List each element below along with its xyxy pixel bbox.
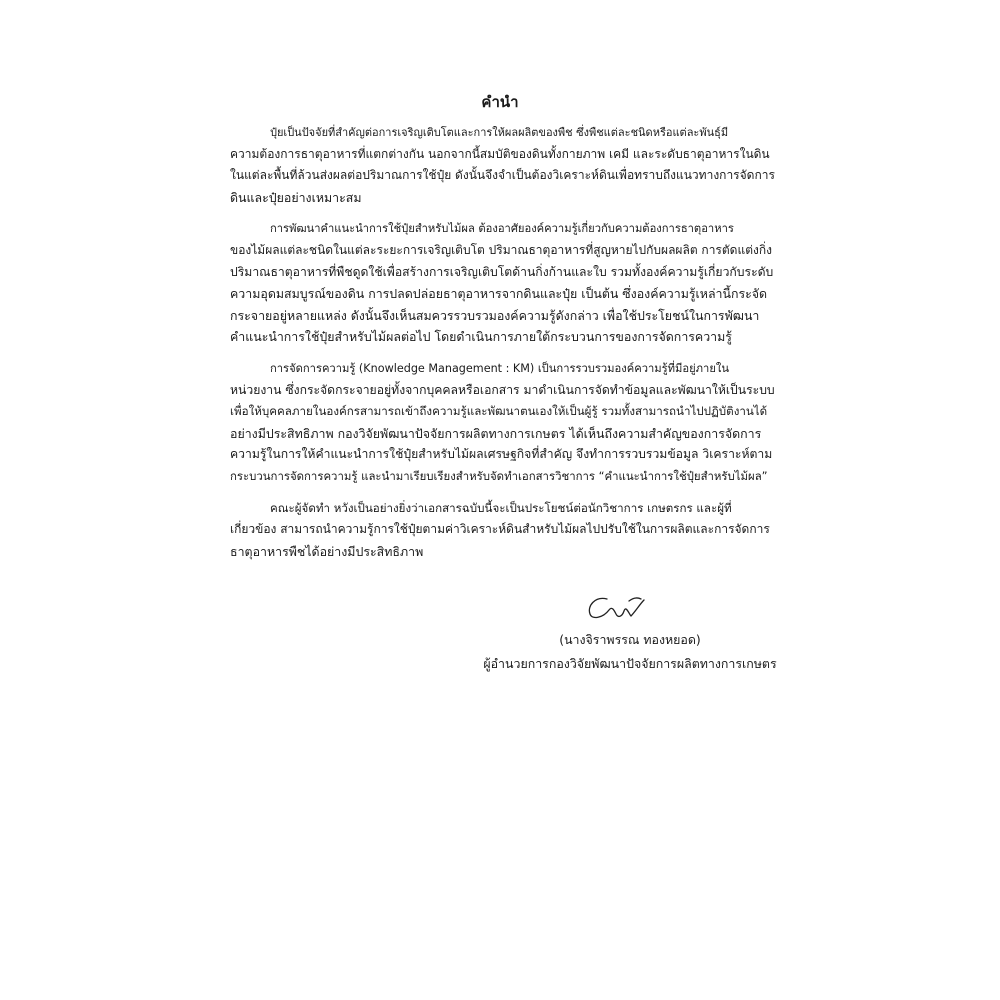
- text-line: คำแนะนำการใช้ปุ๋ยสำหรับไม้ผลต่อไป โดยดำเนินการภายใต้กระบวนการของการจัดการความรู้: [230, 329, 732, 345]
- text-line: ปริมาณธาตุอาหารที่พืชดูดใช้เพื่อสร้างการเจริญเติบโตด้านกิ่งก้านและใบ รวมทั้งองค์ความรู้เกี่ยวกับระดับ: [230, 264, 774, 279]
- preface-body: [230, 122, 775, 572]
- text-line: การจัดการความรู้ (Knowledge Management : KM) เป็นการรวบรวมองค์ความรู้ที่มีอยู่ภายใน: [270, 361, 729, 375]
- paragraph-2: [230, 218, 775, 348]
- text-line: ความรู้ในการให้คำแนะนำการใช้ปุ๋ยสำหรับไม้ผลเศรษฐกิจที่สำคัญ จึงทำการรวบรวมข้อมูล วิเคราะห์ตาม: [230, 447, 773, 462]
- text-line: คณะผู้จัดทำ หวังเป็นอย่างยิ่งว่าเอกสารฉบับนี้จะเป็นประโยชน์ต่อนักวิชาการ เกษตรกร และผู้ที่: [270, 500, 732, 515]
- text-line: ปุ๋ยเป็นปัจจัยที่สำคัญต่อการเจริญเติบโตและการให้ผลผลิตของพืช ซึ่งพืชแต่ละชนิดหรือแต่ละพันธุ์มี: [270, 126, 729, 139]
- paragraph-3: [230, 358, 775, 488]
- handwritten-signature: [585, 592, 660, 622]
- text-line: ความต้องการธาตุอาหารที่แตกต่างกัน นอกจากนี้สมบัติของดินทั้งกายภาพ เคมี และระดับธาตุอาหารในดิน: [230, 146, 770, 161]
- text-line: ดินและปุ๋ยอย่างเหมาะสม: [230, 189, 362, 205]
- signer-name: (นางจิราพรรณ ทองหยอด): [559, 632, 701, 647]
- text-line: หน่วยงาน ซึ่งกระจัดกระจายอยู่ทั้งจากบุคคลหรือเอกสาร มาดำเนินการจัดทำข้อมูลและพัฒนาให้เป็นระบบ: [230, 382, 775, 397]
- text-line: อย่างมีประสิทธิภาพ กองวิจัยพัฒนาปัจจัยการผลิตทางการเกษตร ได้เห็นถึงความสำคัญของการจัดการ: [230, 425, 762, 441]
- text-line: กระบวนการจัดการความรู้ และนำมาเรียบเรียงสำหรับจัดทำเอกสารวิชาการ “คำแนะนำการใช้ปุ๋ยสำหรับไม้ผล”: [230, 468, 768, 483]
- signer-position: ผู้อำนวยการกองวิจัยพัฒนาปัจจัยการผลิตทางการเกษตร: [483, 656, 777, 671]
- text-line: เพื่อให้บุคคลภายในองค์กรสามารถเข้าถึงความรู้และพัฒนาตนเองให้เป็นผู้รู้ รวมทั้งสามารถนำไปปฏิบัติงานได้: [230, 404, 768, 419]
- text-line: ในแต่ละพื้นที่ล้วนส่งผลต่อปริมาณการใช้ปุ๋ย ดังนั้นจึงจำเป็นต้องวิเคราะห์ดินเพื่อทราบถึงแนวทางการจัดการ: [230, 168, 775, 183]
- paragraph-1: [230, 122, 775, 208]
- paragraph-4: [230, 498, 775, 563]
- text-line: ของไม้ผลแต่ละชนิดในแต่ละระยะการเจริญเติบโต ปริมาณธาตุอาหารที่สูญหายไปกับผลผลิต การตัดแต่งกิ่ง: [230, 242, 772, 257]
- text-line: ความอุดมสมบูรณ์ของดิน การปลดปล่อยธาตุอาหารจากดินและปุ๋ย เป็นต้น ซึ่งองค์ความรู้เหล่านี้กระจัด: [230, 286, 768, 302]
- page-title: คำนำ: [481, 93, 519, 111]
- text-line: การพัฒนาคำแนะนำการใช้ปุ๋ยสำหรับไม้ผล ต้องอาศัยองค์ความรู้เกี่ยวกับความต้องการธาตุอาหาร: [270, 222, 734, 236]
- text-line: เกี่ยวข้อง สามารถนำความรู้การใช้ปุ๋ยตามค่าวิเคราะห์ดินสำหรับไม้ผลไปปรับใช้ในการผลิตและการจัดการ: [230, 522, 770, 537]
- text-line: ธาตุอาหารพืชได้อย่างมีประสิทธิภาพ: [230, 543, 424, 559]
- text-line: กระจายอยู่หลายแหล่ง ดังนั้นจึงเห็นสมควรรวบรวมองค์ความรู้ดังกล่าว เพื่อใช้ประโยชน์ในการพัฒนา: [230, 307, 760, 323]
